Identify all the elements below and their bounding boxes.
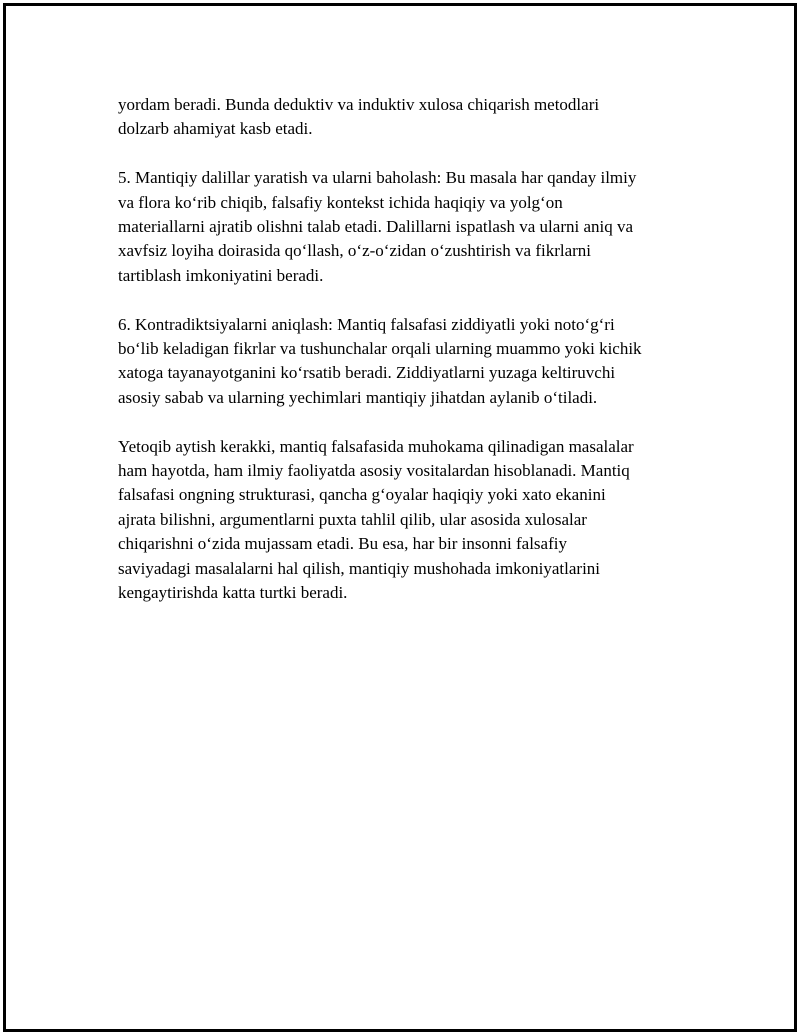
text-line: chiqarishni o‘zida mujassam etadi. Bu esa, har bir insonni falsafiy — [118, 534, 567, 554]
text-line: yordam beradi. Bunda deduktiv va induktiv xulosa chiqarish metodlari — [118, 95, 600, 114]
document-body — [118, 93, 718, 630]
text-line: bo‘lib keladigan fikrlar va tushunchalar orqali ularning muammo yoki kichik — [118, 339, 642, 359]
text-line: xavfsiz loyiha doirasida qo‘llash, o‘z-o‘zidan o‘zushtirish va fikrlarni — [118, 241, 592, 261]
text-line: materiallarni ajratib olishni talab etadi. Dalillarni ispatlash va ularni aniq va — [118, 217, 634, 237]
text-line: xatoga tayanayotganini ko‘rsatib beradi. Ziddiyatlarni yuzaga keltiruvchi — [118, 363, 616, 383]
text-line: 6. Kontradiktsiyalarni aniqlash: Mantiq falsafasi ziddiyatli yoki noto‘g‘ri — [118, 314, 615, 334]
text-line: asosiy sabab va ularning yechimlari mantiqiy jihatdan aylanib o‘tiladi. — [118, 387, 598, 407]
text-line: 5. Mantiqiy dalillar yaratish va ularni baholash: Bu masala har qanday ilmiy — [118, 168, 637, 188]
text-line: dolzarb ahamiyat kasb etadi. — [118, 119, 313, 139]
text-line: ham hayotda, ham ilmiy faoliyatda asosiy vositalardan hisoblanadi. Mantiq — [118, 461, 630, 481]
text-line: va flora ko‘rib chiqib, falsafiy kontekst ichida haqiqiy va yolg‘on — [118, 192, 563, 212]
text-line: falsafasi ongning strukturasi, qancha g‘oyalar haqiqiy yoki xato ekanini — [118, 485, 606, 505]
paragraph-item-5 — [118, 166, 718, 288]
paragraph-conclusion — [118, 435, 718, 606]
text-line: saviyadagi masalalarni hal qilish, mantiqiy mushohada imkoniyatlarini — [118, 558, 601, 578]
text-line: ajrata bilishni, argumentlarni puxta tahlil qilib, ular asosida xulosalar — [118, 509, 587, 529]
text-line: kengaytirishda katta turtki beradi. — [118, 583, 348, 603]
paragraph-continuation — [118, 93, 718, 142]
text-line: Yetoqib aytish kerakki, mantiq falsafasida muhokama qilinadigan masalalar — [118, 436, 634, 456]
paragraph-item-6 — [118, 313, 718, 411]
text-line: tartiblash imkoniyatini beradi. — [118, 265, 324, 285]
